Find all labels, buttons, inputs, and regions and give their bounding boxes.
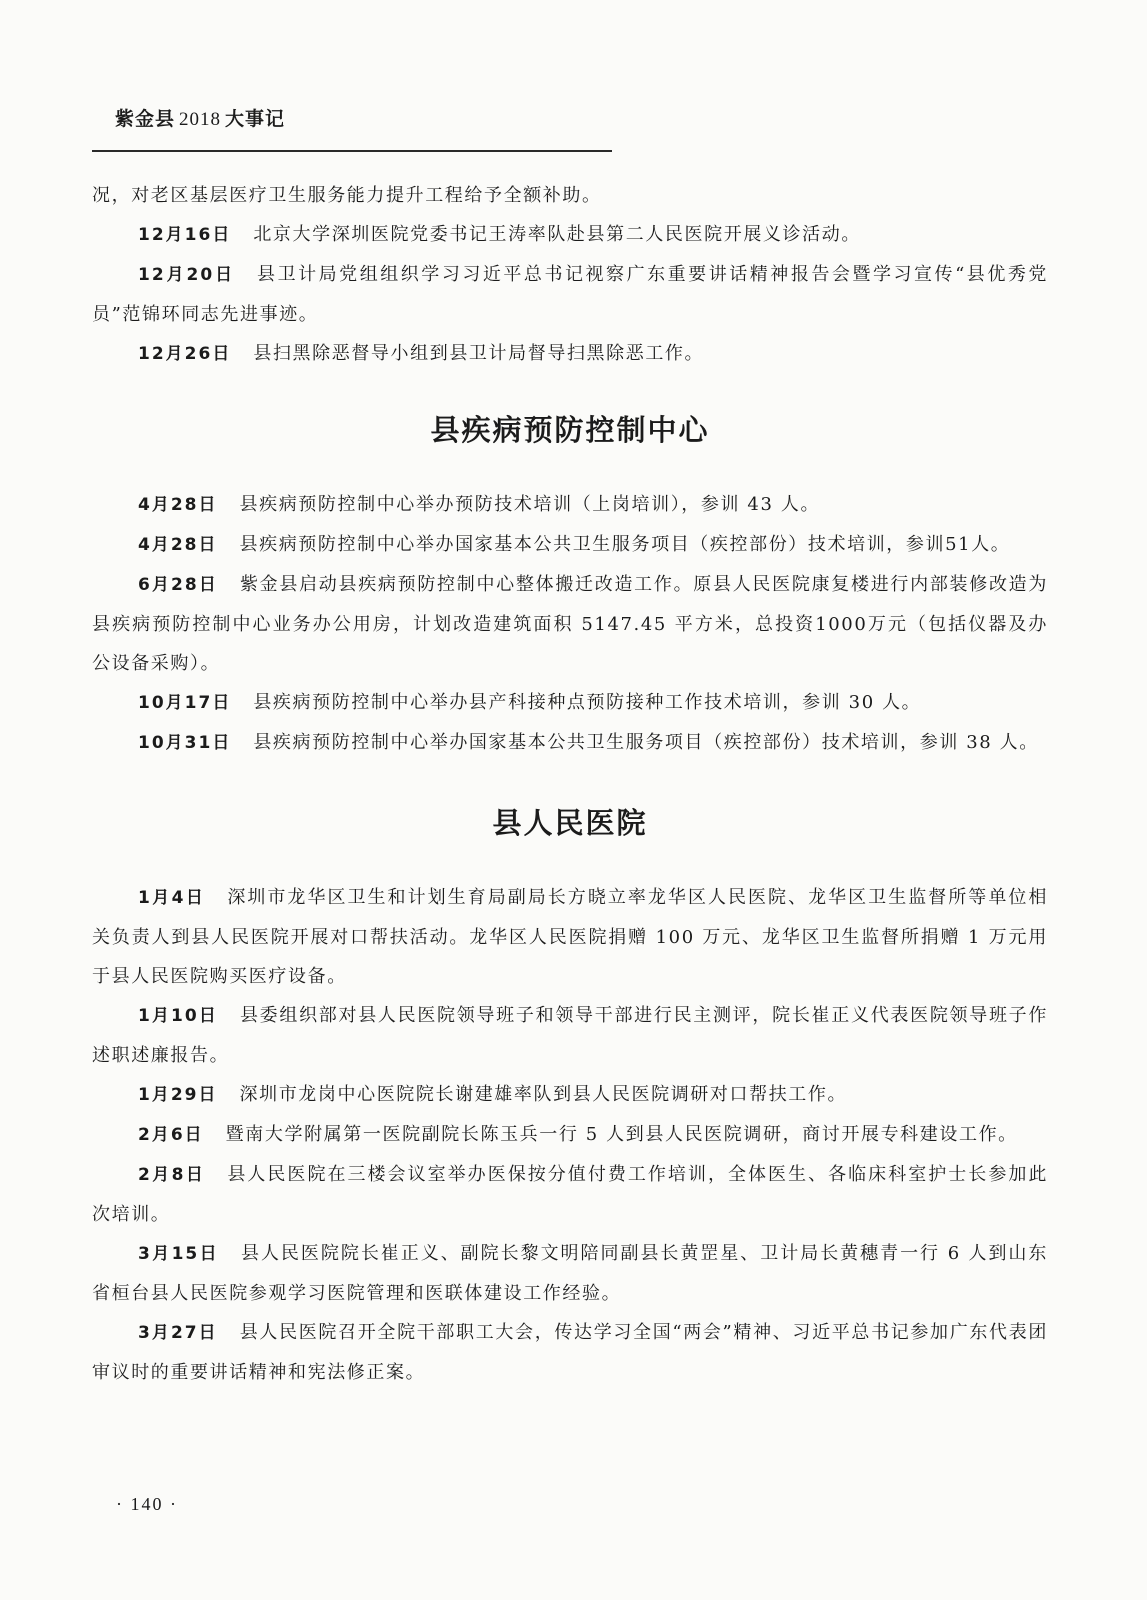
chronicle-entry [92, 525, 1048, 565]
entry-text: 县扫黑除恶督导小组到县卫计局督导扫黑除恶工作。 [253, 343, 705, 364]
entry-date: 1月10日 [138, 1006, 218, 1026]
chronicle-entry [92, 878, 1048, 996]
chronicle-entry [92, 334, 1048, 374]
entry-date: 12月26日 [138, 344, 232, 364]
entry-date: 1月4日 [138, 888, 206, 908]
main-content [92, 176, 1048, 1392]
chronicle-entry [92, 565, 1048, 683]
entry-text: 县疾病预防控制中心举办预防技术培训（上岗培训），参训 43 人。 [239, 494, 821, 515]
chronicle-entry [92, 996, 1048, 1075]
chronicle-entry [92, 485, 1048, 525]
book-title: 紫金县 [115, 108, 176, 130]
entry-text: 县人民医院院长崔正义、副院长黎文明陪同副县长黄罡星、卫计局长黄穗青一行 6 人到山东省桓台县人民医院参观学习医院管理和医联体建设工作经验。 [92, 1243, 1048, 1304]
entry-date: 12月20日 [138, 265, 236, 285]
entry-date: 4月28日 [138, 535, 218, 555]
entry-date: 6月28日 [138, 575, 218, 595]
entry-text: 深圳市龙华区卫生和计划生育局副局长方晓立率龙华区人民医院、龙华区卫生监督所等单位相关负责人到县人民医院开展对口帮扶活动。龙华区人民医院捐赠 100 万元、龙华区卫生监督所捐赠 1 万元用于县人民医院购买医疗设备。 [92, 887, 1048, 987]
entry-date: 2月8日 [138, 1165, 206, 1185]
entry-text: 北京大学深圳医院党委书记王涛率队赴县第二人民医院开展义诊活动。 [253, 224, 861, 245]
entry-text: 县人民医院召开全院干部职工大会，传达学习全国“两会”精神、习近平总书记参加广东代表团审议时的重要讲话精神和宪法修正案。 [92, 1322, 1048, 1383]
section-title-cdc: 县疾病预防控制中心 [430, 413, 710, 447]
chronicle-entry [92, 723, 1048, 763]
entry-date: 12月16日 [138, 225, 232, 245]
entry-date: 10月31日 [138, 733, 232, 753]
entry-date: 1月29日 [138, 1085, 218, 1105]
chronicle-entry [92, 1075, 1048, 1115]
chronicle-entry [92, 1115, 1048, 1155]
chronicle-entry [92, 1155, 1048, 1234]
running-header [115, 104, 285, 131]
entry-text: 深圳市龙岗中心医院院长谢建雄率队到县人民医院调研对口帮扶工作。 [239, 1084, 848, 1105]
entry-text: 县疾病预防控制中心举办国家基本公共卫生服务项目（疾控部份）技术培训，参训51人。 [239, 534, 1011, 555]
entry-date: 2月6日 [138, 1125, 204, 1145]
continuation-paragraph: 况，对老区基层医疗卫生服务能力提升工程给予全额补助。 [92, 185, 602, 206]
book-year: 2018 [179, 109, 222, 130]
entry-text: 暨南大学附属第一医院副院长陈玉兵一行 5 人到县人民医院调研，商讨开展专科建设工作。 [225, 1124, 1018, 1145]
entry-text: 县疾病预防控制中心举办县产科接种点预防接种工作技术培训，参训 30 人。 [253, 692, 922, 713]
chronicle-entry [92, 255, 1048, 334]
entry-text: 紫金县启动县疾病预防控制中心整体搬迁改造工作。原县人民医院康复楼进行内部装修改造为县疾病预防控制中心业务办公用房，计划改造建筑面积 5147.45 平方米，总投资1000万元（包括仪器及办公设备采购）。 [92, 574, 1048, 674]
entry-date: 3月15日 [138, 1244, 219, 1264]
entry-date: 3月27日 [138, 1323, 218, 1343]
entry-text: 县疾病预防控制中心举办国家基本公共卫生服务项目（疾控部份）技术培训，参训 38 人。 [253, 732, 1039, 753]
chronicle-entry [92, 683, 1048, 723]
entry-text: 县人民医院在三楼会议室举办医保按分值付费工作培训，全体医生、各临床科室护士长参加此次培训。 [92, 1164, 1048, 1225]
section-title-hospital: 县人民医院 [492, 806, 648, 840]
chronicle-entry [92, 1313, 1048, 1392]
chronicle-entry [92, 1234, 1048, 1313]
book-subtitle: 大事记 [225, 108, 286, 130]
entry-text: 县委组织部对县人民医院领导班子和领导干部进行民主测评，院长崔正义代表医院领导班子作述职述廉报告。 [92, 1005, 1048, 1066]
header-rule [92, 150, 612, 152]
entry-date: 4月28日 [138, 495, 218, 515]
entry-date: 10月17日 [138, 693, 232, 713]
chronicle-entry [92, 215, 1048, 255]
entry-text: 县卫计局党组组织学习习近平总书记视察广东重要讲话精神报告会暨学习宣传“县优秀党员”范锦环同志先进事迹。 [92, 264, 1048, 325]
page-number: · 140 · [116, 1494, 178, 1514]
